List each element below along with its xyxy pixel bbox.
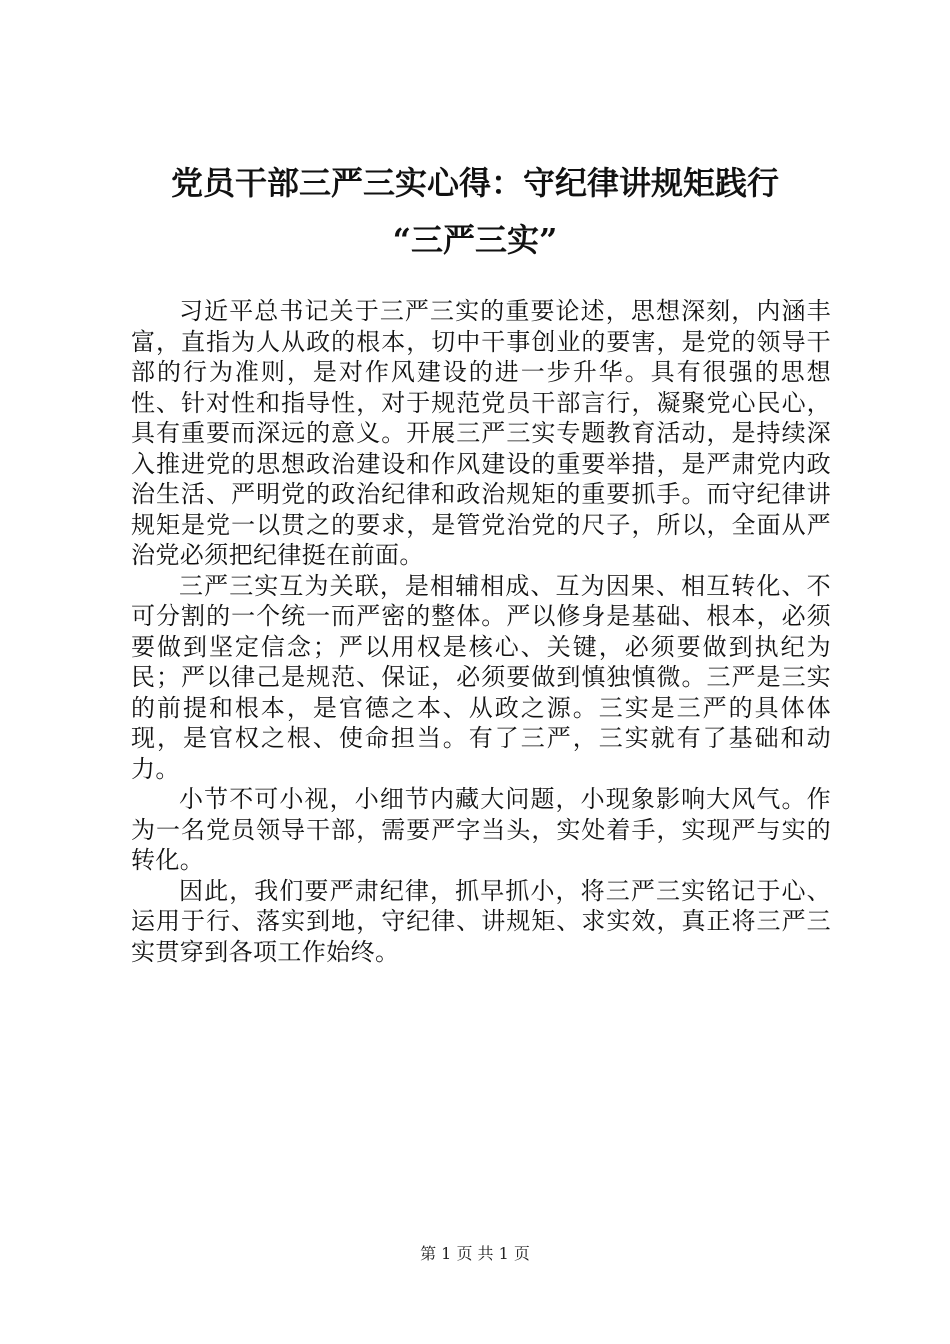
paragraph-3: 小节不可小视，小细节内藏大问题，小现象影响大风气。作为一名党员领导干部，需要严字当头，实处着手，实现严与实的转化。 <box>131 785 831 874</box>
document-body <box>131 296 831 967</box>
page-footer: 第 1 页 共 1 页 <box>420 1244 530 1263</box>
paragraph-4: 因此，我们要严肃纪律，抓早抓小，将三严三实铭记于心、运用于行、落实到地，守纪律、讲规矩、求实效，真正将三严三实贯穿到各项工作始终。 <box>131 876 831 966</box>
page-title: 党员干部三严三实心得：守纪律讲规矩践行 <box>170 164 779 202</box>
paragraph-1: 习近平总书记关于三严三实的重要论述，思想深刻，内涵丰富，直指为人从政的根本，切中干事创业的要害，是党的领导干部的行为准则，是对作风建设的进一步升华。具有很强的思想性、针对性和指导性，对于规范党员干部言行，凝聚党心民心，具有重要而深远的意义。开展三严三实专题教育活动，是持续深入推进党的思想政治建设和作风建设的重要举措，是严肃党内政治生活、严明党的政治纪律和政治规矩的重要抓手。而守纪律讲规矩是党一以贯之的要求，是管党治党的尺子，所以，全面从严治党必须把纪律挺在前面。 <box>131 297 831 569</box>
page-title-continuation: “三严三实” <box>392 221 558 259</box>
paragraph-2: 三严三实互为关联，是相辅相成、互为因果、相互转化、不可分割的一个统一而严密的整体。严以修身是基础、根本，必须要做到坚定信念；严以用权是核心、关键，必须要做到执纪为民；严以律己是规范、保证，必须要做到慎独慎微。三严是三实的前提和根本，是官德之本、从政之源。三实是三严的具体体现，是官权之根、使命担当。有了三严，三实就有了基础和动力。 <box>131 571 831 783</box>
